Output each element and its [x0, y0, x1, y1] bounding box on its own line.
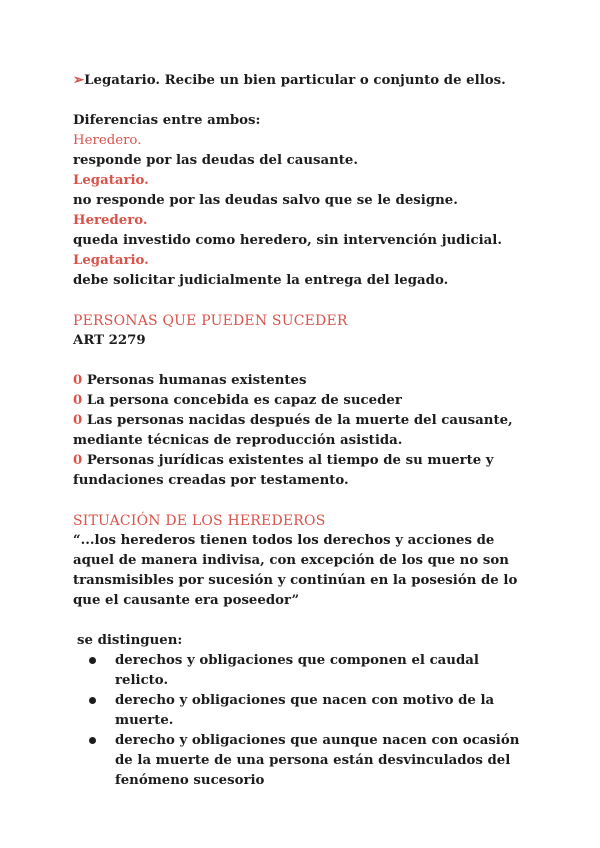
- diferencia-item: [73, 251, 535, 291]
- diferencia-item: [73, 131, 535, 171]
- persona-item-text: La persona concebida es capaz de suceder: [86, 393, 402, 408]
- list-item-text: derechos y obligaciones que componen el caudal relicto.: [115, 653, 479, 688]
- persona-item-text: Personas jurídicas existentes al tiempo de su muerte y fundaciones creadas por testamento.: [73, 453, 494, 488]
- list-marker: 0: [73, 413, 83, 428]
- diferencia-text: responde por las deudas del causante.: [73, 153, 359, 168]
- diferencia-item: [73, 211, 535, 251]
- list-marker: 0: [73, 453, 83, 468]
- persona-item: [73, 451, 535, 491]
- situacion-heading: SITUACIÓN DE LOS HEREDEROS: [73, 513, 326, 529]
- diferencias-title: Diferencias entre ambos:: [73, 113, 261, 128]
- arrow-bullet-icon: ➢: [73, 73, 85, 88]
- bullet-dot-icon: [89, 737, 96, 744]
- list-marker: 0: [73, 373, 83, 388]
- article-number: ART 2279: [73, 333, 146, 348]
- list-item: [89, 731, 535, 791]
- diferencia-text: debe solicitar judicialmente la entrega del legado.: [73, 273, 449, 288]
- persona-item: [73, 371, 535, 391]
- diferencia-label: Legatario.: [73, 253, 149, 268]
- diferencia-item: [73, 171, 535, 211]
- persona-item-text: Personas humanas existentes: [86, 373, 307, 388]
- persona-item: [73, 391, 535, 411]
- list-item-text: derecho y obligaciones que nacen con motivo de la muerte.: [115, 693, 495, 728]
- distinguen-list: [73, 651, 535, 791]
- list-item: [89, 691, 535, 731]
- personas-heading: PERSONAS QUE PUEDEN SUCEDER: [73, 313, 348, 329]
- diferencia-text: no responde por las deudas salvo que se le designe.: [73, 193, 458, 208]
- diferencia-label: Heredero.: [73, 213, 148, 228]
- list-item-text: derecho y obligaciones que aunque nacen con ocasión de la muerte de una persona están desvinculados del fenómeno sucesorio: [115, 733, 520, 788]
- legatario-intro: [73, 71, 535, 91]
- list-marker: 0: [73, 393, 83, 408]
- bullet-dot-icon: [89, 697, 96, 704]
- list-item: [89, 651, 535, 691]
- distinguen-label: se distinguen:: [77, 633, 183, 648]
- diferencia-text: queda investido como heredero, sin intervención judicial.: [73, 233, 502, 248]
- legatario-intro-text: Legatario. Recibe un bien particular o conjunto de ellos.: [84, 73, 506, 88]
- document-content: [73, 71, 535, 791]
- diferencia-label: Legatario.: [73, 173, 149, 188]
- situacion-quote: “...los herederos tienen todos los derechos y acciones de aquel de manera indivisa, con excepción de los que no son transmisibles por sucesión y continúan en la posesión de lo que el causante era poseedor”: [73, 533, 518, 608]
- persona-item-text: Las personas nacidas después de la muerte del causante, mediante técnicas de reproducción asistida.: [73, 413, 513, 448]
- bullet-dot-icon: [89, 657, 96, 664]
- diferencia-label: Heredero.: [73, 133, 142, 148]
- persona-item: [73, 411, 535, 451]
